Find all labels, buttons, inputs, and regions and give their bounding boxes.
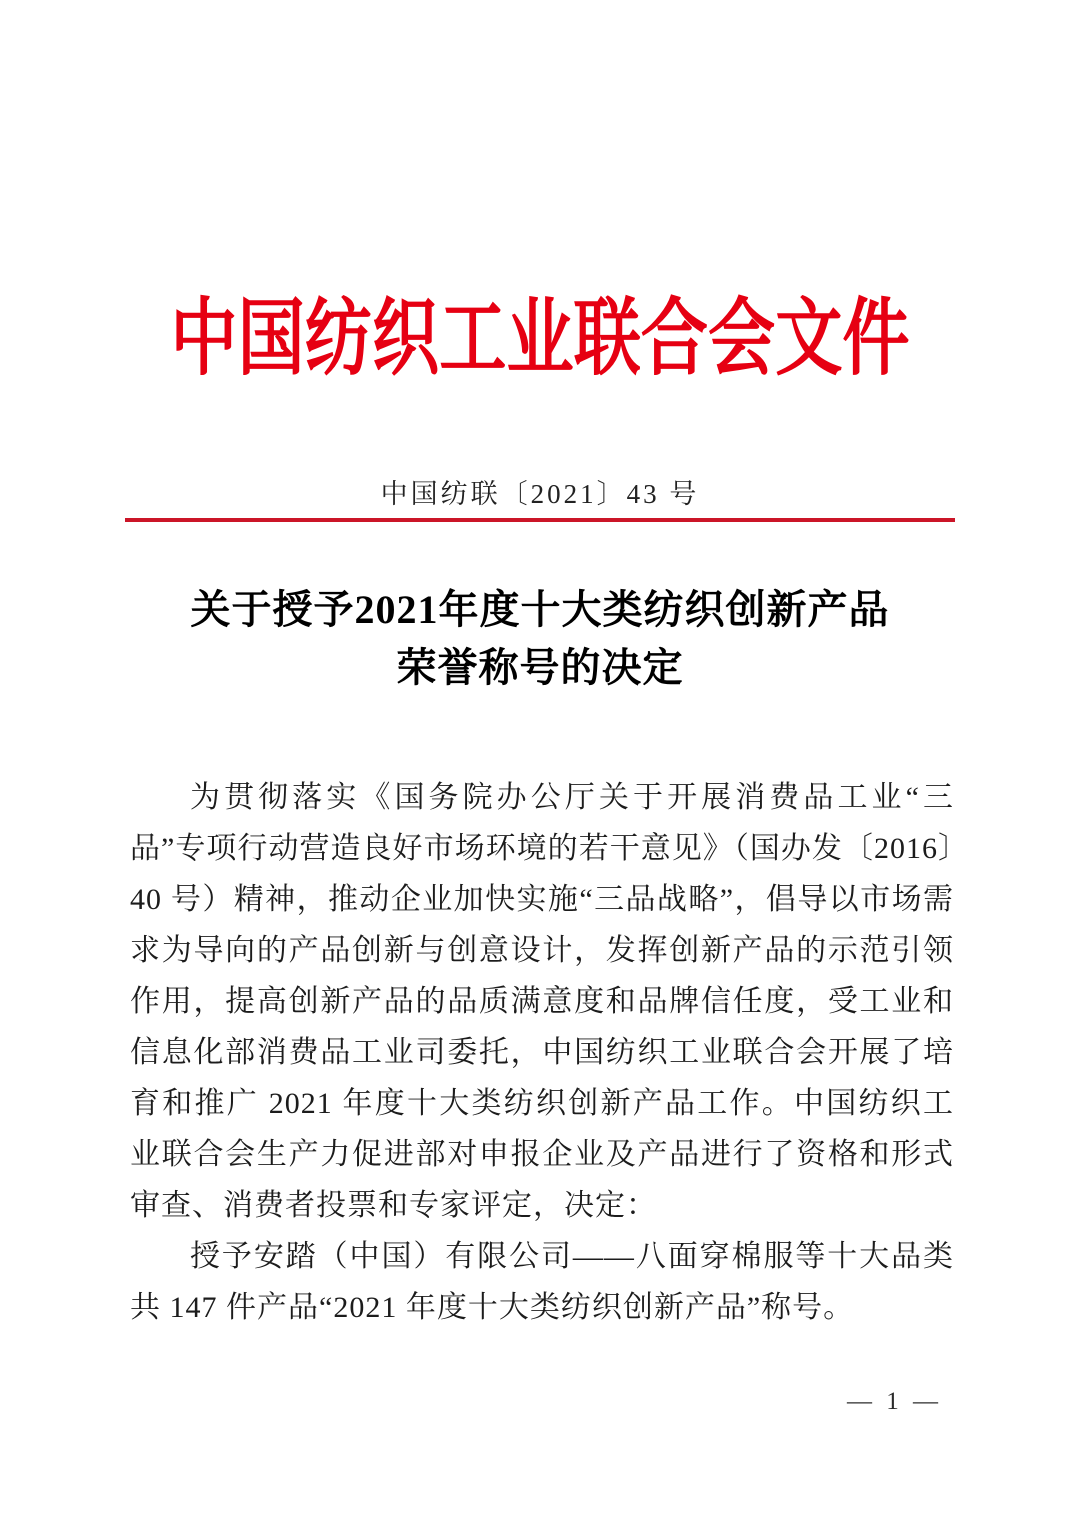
body-paragraph: 为贯彻落实《国务院办公厅关于开展消费品工业“三品”专项行动营造良好市场环境的若干意见》（国办发〔2016〕40 号）精神，推动企业加快实施“三品战略”，倡导以市场需求为导向的产品创新与创意设计，发挥创新产品的示范引领作用，提高创新产品的品质满意度和品牌信任度，受工业和信息化部消费品工业司委托，中国纺织工业联合会开展了培育和推广 2021 年度十大类纺织创新产品工作。中国纺织工业联合会生产力促进部对申报企业及产品进行了资格和形式审查、消费者投票和专家评定，决定：: [130, 781, 954, 1222]
body-paragraph: 授予安踏（中国）有限公司——八面穿棉服等十大品类共 147 件产品“2021 年度十大类纺织创新产品”称号。: [130, 1240, 954, 1324]
red-divider-rule: [125, 518, 955, 522]
letterhead-title: 中国纺织工业联合会文件: [170, 293, 910, 386]
document-title-line1: 关于授予2021年度十大类纺织创新产品: [190, 587, 890, 632]
document-body: [130, 772, 954, 1333]
document-title: [0, 581, 1080, 697]
page-number: — 1 —: [847, 1388, 942, 1415]
doc-number: 中国纺联〔2021〕43 号: [380, 479, 700, 509]
document-title-line2: 荣誉称号的决定: [396, 645, 684, 690]
